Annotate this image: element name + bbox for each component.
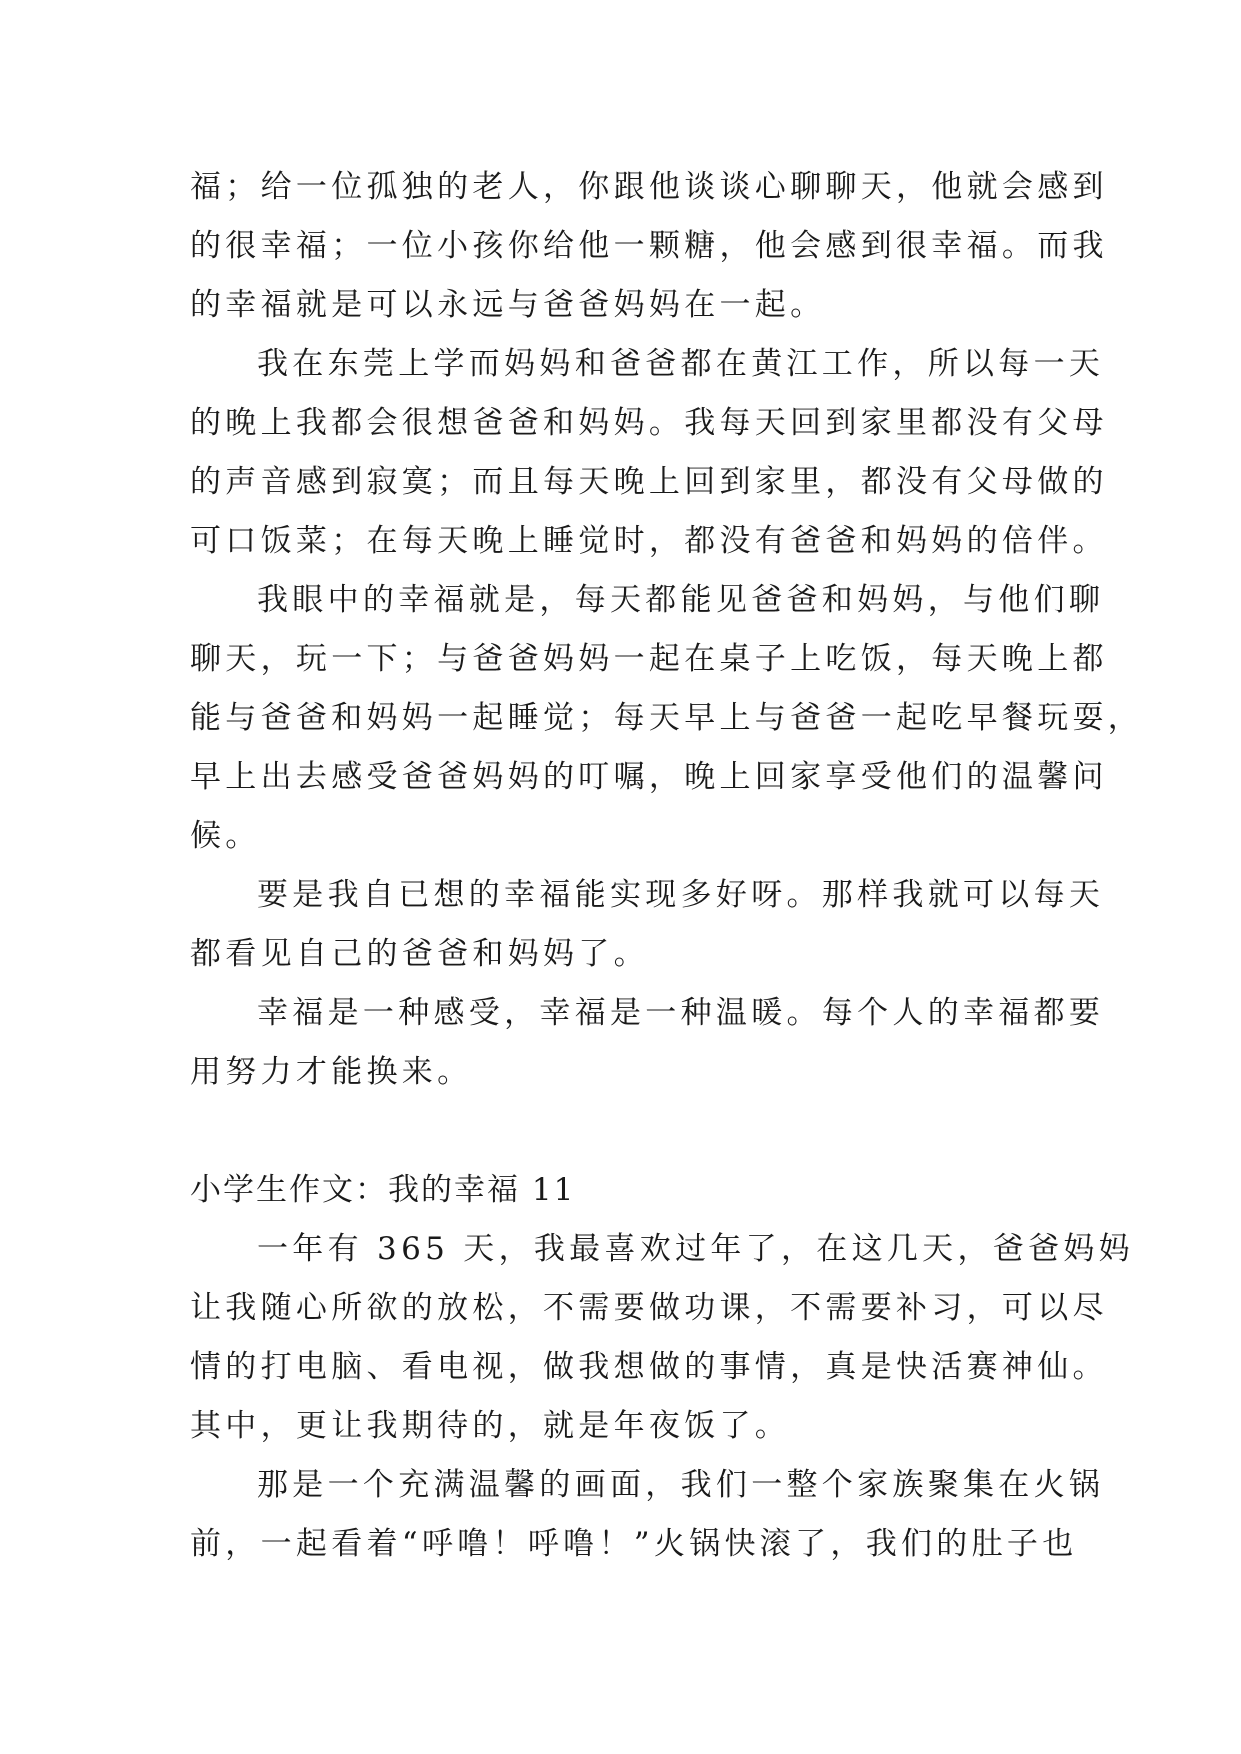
section-heading: 小学生作文：我的幸福 11	[190, 1172, 576, 1208]
text-line: 让我随心所欲的放松，不需要做功课，不需要补习，可以尽	[190, 1290, 1108, 1326]
text-line: 情的打电脑、看电视，做我想做的事情，真是快活赛神仙。	[190, 1349, 1108, 1385]
text-line: 候。	[190, 818, 261, 854]
text-line: 的声音感到寂寞；而且每天晚上回到家里，都没有父母做的	[190, 464, 1108, 500]
paragraph-start: 幸福是一种感受，幸福是一种温暖。每个人的幸福都要	[257, 995, 1105, 1031]
text-line: 的幸福就是可以永远与爸爸妈妈在一起。	[190, 287, 826, 323]
paragraph-start: 我在东莞上学而妈妈和爸爸都在黄江工作，所以每一天	[257, 346, 1105, 382]
text-line: 其中，更让我期待的，就是年夜饭了。	[190, 1408, 791, 1444]
text-line: 早上出去感受爸爸妈妈的叮嘱，晚上回家享受他们的温馨问	[190, 759, 1108, 795]
text-line: 用努力才能换来。	[190, 1054, 473, 1090]
paragraph-start: 那是一个充满温馨的画面，我们一整个家族聚集在火锅	[257, 1467, 1105, 1503]
text-line: 能与爸爸和妈妈一起睡觉；每天早上与爸爸一起吃早餐玩耍，	[190, 700, 1144, 736]
paragraph-start: 我眼中的幸福就是，每天都能见爸爸和妈妈，与他们聊	[257, 582, 1105, 618]
text-line: 都看见自己的爸爸和妈妈了。	[190, 936, 649, 972]
text-line: 的很幸福；一位小孩你给他一颗糖，他会感到很幸福。而我	[190, 228, 1108, 264]
text-line: 的晚上我都会很想爸爸和妈妈。我每天回到家里都没有父母	[190, 405, 1108, 441]
essay-body	[190, 158, 1144, 1574]
text-line: 聊天，玩一下；与爸爸妈妈一起在桌子上吃饭，每天晚上都	[190, 641, 1108, 677]
paragraph-start: 要是我自已想的幸福能实现多好呀。那样我就可以每天	[257, 877, 1105, 913]
paragraph-start: 一年有 365 天，我最喜欢过年了，在这几天，爸爸妈妈	[257, 1231, 1134, 1267]
text-line: 可口饭菜；在每天晚上睡觉时，都没有爸爸和妈妈的倍伴。	[190, 523, 1108, 559]
text-line: 福；给一位孤独的老人，你跟他谈谈心聊聊天，他就会感到	[190, 169, 1108, 205]
section-gap	[190, 1102, 1065, 1161]
text-line: 前，一起看着“呼噜！呼噜！”火锅快滚了，我们的肚子也	[190, 1526, 1078, 1562]
